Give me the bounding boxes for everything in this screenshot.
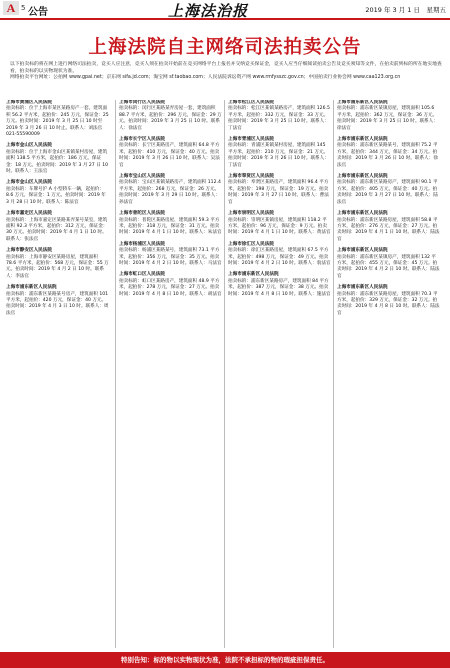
court-name: 上海市浦东新区人民法院 — [337, 137, 388, 143]
court-name: 上海市青浦区人民法院 — [228, 137, 274, 143]
notice-body: 拍卖标的：崇明区某镇房屋，建筑面积 118.2 平方米，起拍价：96 万元，保证金：9 万元。拍卖时间：2019 年 4 月 1 日 10 时。联系人：黄法官 — [228, 217, 331, 236]
notice-body: 拍卖标的：车牌号沪 A 小型轿车一辆，起拍价：8.6 万元，保证金：1 万元。拍卖时间：2019 年 3 月 28 日 10 时。联系人：陈法官 — [6, 186, 106, 205]
notice-body: 拍卖标的：浦东新区某镇房产，建筑面积 132 平方米，起拍价：455 万元，保证金：45 万元。拍卖时间：2019 年 4 月 2 日 10 时。联系人：陆法官 — [337, 254, 440, 279]
court-name: 上海市静安区人民法院 — [6, 248, 52, 254]
intro-paragraph: 网络拍卖平台网址：公拍网 www.gpai.net；京东网 sifa.jd.com；淘宝网 sf.taobao.com；人民法院诉讼资产网 www.rmfysszc.gov.cn；中国拍卖行业协会网 www.caa123.org.cn — [10, 75, 401, 81]
notice-body: 拍卖标的：闵行区某路某弄房屋一套，建筑面积 88.7 平方米，起拍价：296 万元，保证金：29 万元。拍卖时间：2019 年 3 月 25 日 10 时。联系人：徐法官 — [119, 106, 222, 131]
footer-notice: 特别告知：标的物以实物现状为准，法院不承担标的物的瑕疵担保责任。 — [0, 652, 450, 668]
auction-notice — [228, 137, 331, 169]
court-name: 上海市宝山区人民法院 — [119, 174, 165, 180]
notice-column — [6, 100, 109, 648]
notice-column — [333, 100, 440, 648]
notice-body: 拍卖标的：浦东新区某路某号房产，建筑面积 101 平方米，起拍价：420 万元，保证金：40 万元。拍卖时间：2019 年 4 月 3 日 10 时。联系人：周法官 — [6, 291, 109, 316]
auction-notice — [119, 174, 222, 206]
auction-notice — [6, 100, 109, 138]
court-name: 上海市杨浦区人民法院 — [119, 241, 165, 247]
auction-notice — [6, 248, 109, 280]
auction-notice — [119, 137, 222, 169]
court-name: 上海市徐汇区人民法院 — [228, 241, 274, 247]
newspaper-name: 上海法治报 — [168, 4, 249, 20]
auction-notice — [337, 100, 440, 132]
section-name: 公告 — [28, 7, 48, 18]
notice-body: 拍卖标的：位于上海市某区某路房产一套，建筑面积 56.2 平方米，起拍价：245 万元，保证金：25 万元。拍卖时间：2019 年 3 月 25 日 10 时至 2019 年 3 月 26 日 10 时止。联系人：刘法官 021-55590009 — [6, 106, 109, 138]
notice-column — [224, 100, 331, 648]
court-name: 上海市浦东新区人民法院 — [337, 211, 388, 217]
court-name: 上海市嘉定区人民法院 — [6, 211, 52, 217]
page-title: 上海法院自主网络司法拍卖公告 — [88, 37, 362, 58]
court-name: 上海市崇明区人民法院 — [228, 211, 274, 217]
auction-notice — [337, 285, 440, 317]
notice-body: 拍卖标的：虹口区某路房产，建筑面积 48.9 平方米，起拍价：278 万元，保证金：27 万元。拍卖时间：2019 年 4 月 8 日 10 时。联系人：胡法官 — [119, 278, 222, 297]
notice-body: 拍卖标的：浦东新区某路房屋，建筑面积 58.8 平方米，起拍价：276 万元，保证金：27 万元。拍卖时间：2019 年 4 月 1 日 10 时。联系人：陆法官 — [337, 217, 440, 242]
notice-body: 拍卖标的：位于上海市金山区某镇某村房屋，建筑面积 138.5 平方米，起拍价：186 万元，保证金：18 万元。拍卖时间：2019 年 3 月 27 日 10 时。联系人：王法官 — [6, 149, 109, 175]
notice-body: 拍卖标的：青浦区某镇某村房屋，建筑面积 145 平方米，起拍价：210 万元，保证金：21 万元。拍卖时间：2019 年 3 月 26 日 10 时。联系人：丁法官 — [228, 143, 329, 168]
court-name: 上海市松江区人民法院 — [228, 100, 274, 105]
page-badge: A — [3, 1, 19, 15]
auction-notice — [337, 137, 440, 169]
auction-notice — [337, 211, 440, 243]
masthead — [0, 0, 450, 20]
auction-notice — [119, 211, 222, 237]
court-name: 上海市浦东新区人民法院 — [337, 100, 388, 105]
auction-notice — [6, 211, 109, 243]
auction-notice — [6, 285, 109, 317]
court-name: 上海市虹口区人民法院 — [119, 272, 165, 278]
court-name: 上海市金山区人民法院 — [6, 180, 52, 186]
notice-column — [115, 100, 222, 648]
notice-body: 拍卖标的：上海市静安区某路房屋，建筑面积 78.6 平方米，起拍价：568 万元，保证金：55 万元。拍卖时间：2019 年 4 月 2 日 10 时。联系人：李法官 — [6, 254, 109, 279]
auction-notice — [228, 272, 331, 298]
court-name: 上海市浦东新区人民法院 — [337, 285, 388, 291]
notice-columns — [6, 100, 444, 648]
notice-body: 拍卖标的：宝山区某镇某路房产，建筑面积 112.4 平方米，起拍价：268 万元，保证金：26 万元。拍卖时间：2019 年 3 月 29 日 10 时。联系人：孙法官 — [119, 180, 221, 205]
court-name: 上海市浦东新区人民法院 — [337, 174, 388, 180]
court-name: 上海市黄浦区人民法院 — [6, 100, 52, 105]
auction-notice — [337, 248, 440, 280]
notice-body: 拍卖标的：松江区某镇某路房产，建筑面积 126.5 平方米，起拍价：332 万元，保证金：33 万元。拍卖时间：2019 年 3 月 25 日 10 时。联系人：丁法官 — [228, 106, 330, 131]
notice-body: 拍卖标的：徐汇区某路房屋，建筑面积 67.5 平方米，起拍价：498 万元，保证金：49 万元。拍卖时间：2019 年 4 月 2 日 10 时。联系人：翁法官 — [228, 248, 331, 266]
auction-notice — [228, 174, 331, 206]
auction-notice — [119, 272, 222, 298]
auction-notice — [6, 180, 109, 206]
page-number: 5 — [21, 4, 26, 12]
auction-notice — [228, 211, 331, 237]
notice-body: 拍卖标的：奉贤区某路房产，建筑面积 96.4 平方米，起拍价：198 万元，保证金：19 万元。拍卖时间：2019 年 3 月 27 日 10 时。联系人：曹法官 — [228, 180, 329, 205]
issue-date: 2019 年 3 月 1 日 星期五 — [365, 6, 446, 14]
court-name: 上海市长宁区人民法院 — [119, 137, 165, 143]
court-name: 上海市闵行区人民法院 — [119, 100, 165, 105]
court-name: 上海市金山区人民法院 — [6, 143, 52, 149]
intro-text — [10, 62, 442, 82]
notice-body: 拍卖标的：浦东新区某路房屋，建筑面积 70.3 平方米，起拍价：329 万元，保证金：32 万元。拍卖时间：2019 年 4 月 8 日 10 时。联系人：陆法官 — [337, 291, 440, 316]
intro-paragraph: 以下拍卖标的将在网上进行网络司法拍卖，竞买人应注意，竞买人须在拍卖开始前在竞买网络平台上报名并交纳竞买保证金，竞买人应当仔细阅读拍卖公告及竞买须知等文件，在拍卖前到标的所在地实地查看，拍卖标的以实物现状为准。 — [10, 62, 442, 74]
auction-notice — [337, 174, 440, 206]
auction-notice — [228, 100, 331, 132]
notice-body: 拍卖标的：杨浦区某路某号，建筑面积 73.1 平方米，起拍价：356 万元，保证金：35 万元。拍卖时间：2019 年 4 月 2 日 10 时。联系人：马法官 — [119, 248, 222, 266]
auction-notice — [119, 242, 222, 268]
notice-body: 拍卖标的：普陀区某路房屋，建筑面积 59.3 平方米，起拍价：318 万元，保证金：31 万元。拍卖时间：2019 年 4 月 1 日 10 时。联系人：朱法官 — [119, 217, 222, 236]
notice-body: 拍卖标的：浦东新区某路某号，建筑面积 75.2 平方米，起拍价：344 万元，保证金：34 万元。拍卖时间：2019 年 3 月 26 日 10 时。联系人：徐法官 — [337, 143, 438, 168]
auction-notice — [119, 100, 222, 132]
auction-notice — [6, 143, 109, 175]
auction-notice — [228, 242, 331, 268]
court-name: 上海市浦东新区人民法院 — [6, 285, 57, 291]
court-name: 上海市普陀区人民法院 — [119, 211, 165, 217]
notice-body: 拍卖标的：浦东新区某路房产，建筑面积 90.1 平方米，起拍价：405 万元，保证金：40 万元。拍卖时间：2019 年 3 月 27 日 10 时。联系人：陆法官 — [337, 180, 438, 205]
notice-body: 拍卖标的：浦东新区某路房产，建筑面积 84 平方米，起拍价：387 万元，保证金：38 万元。拍卖时间：2019 年 4 月 8 日 10 时。联系人：施法官 — [228, 278, 331, 297]
notice-body: 拍卖标的：长宁区某路房产，建筑面积 64.8 平方米，起拍价：410 万元，保证金：40 万元。拍卖时间：2019 年 3 月 26 日 10 时。联系人：吴法官 — [119, 143, 220, 168]
court-name: 上海市奉贤区人民法院 — [228, 174, 274, 180]
notice-body: 拍卖标的：上海市嘉定区某路某弄某号某室，建筑面积 92.3 平方米，起拍价：312 万元，保证金：30 万元。拍卖时间：2019 年 4 月 1 日 10 时。联系人：张法官 — [6, 217, 108, 242]
notice-body: 拍卖标的：浦东新区某镇房屋，建筑面积 105.6 平方米，起拍价：362 万元，保证金：36 万元。拍卖时间：2019 年 3 月 25 日 10 时。联系人：徐法官 — [337, 106, 438, 131]
court-name: 上海市浦东新区人民法院 — [337, 248, 388, 254]
court-name: 上海市浦东新区人民法院 — [228, 272, 279, 278]
